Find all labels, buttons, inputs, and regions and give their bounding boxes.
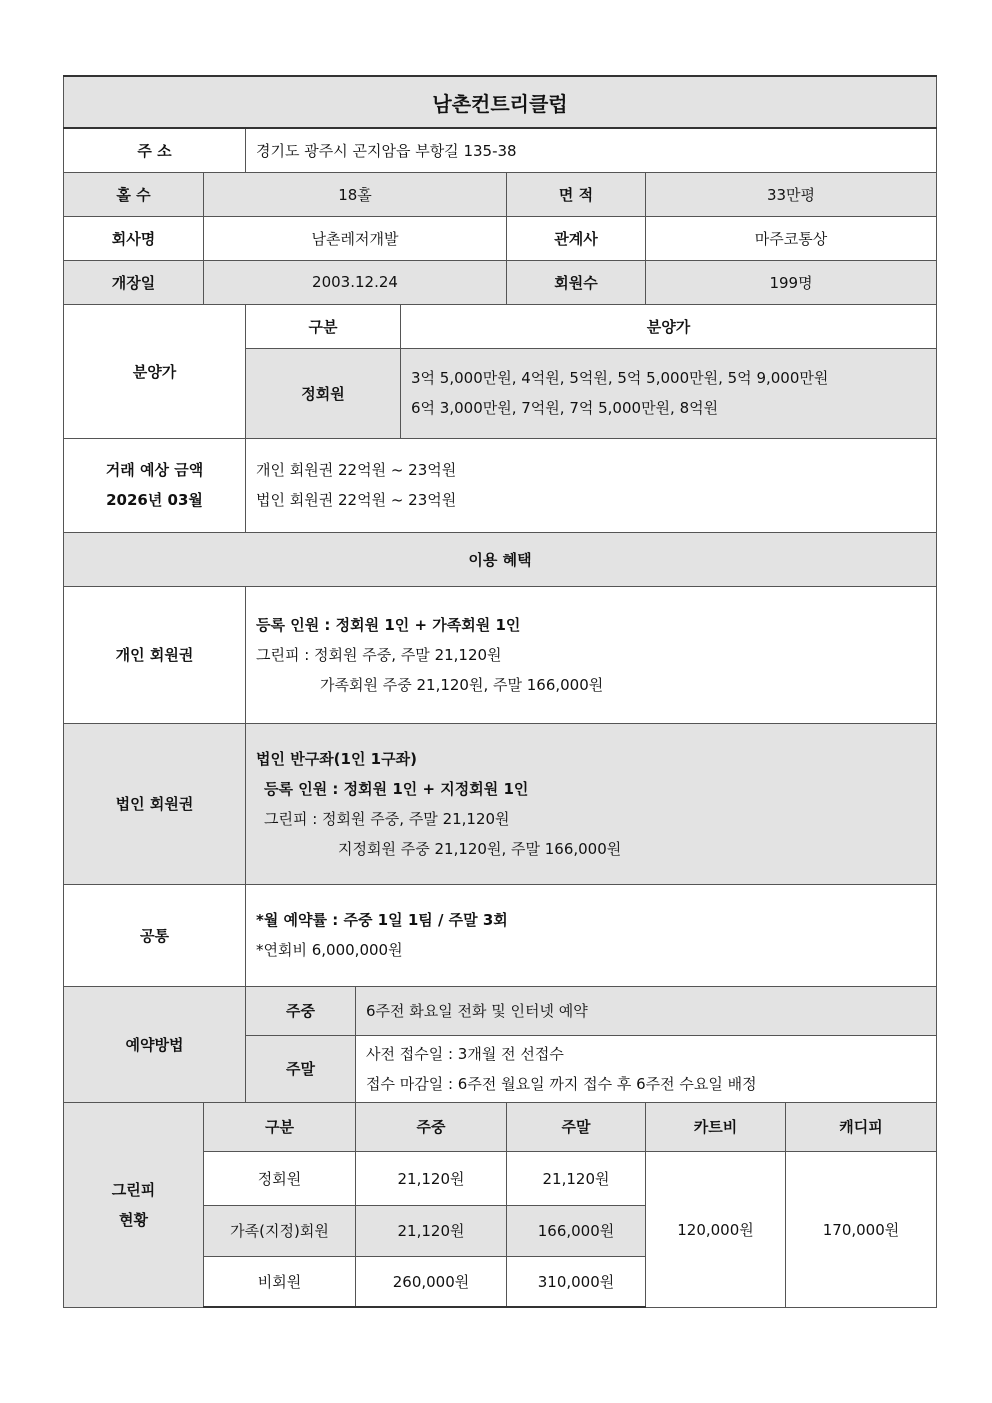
personal-line-3: 가족회원 주중 21,120원, 주말 166,000원 <box>320 675 604 694</box>
price-values <box>401 348 937 438</box>
greenfee-weekday: 21,120원 <box>356 1151 507 1205</box>
greenfee-weekend: 310,000원 <box>507 1256 646 1307</box>
affiliate-value: 마주코통상 <box>646 216 937 260</box>
price-line-2: 6억 3,000만원, 7억원, 7억 5,000만원, 8억원 <box>411 399 719 417</box>
members-label: 회원수 <box>507 260 646 304</box>
company-label: 회사명 <box>64 216 204 260</box>
common-values <box>246 884 937 986</box>
reservation-weekday-label: 주중 <box>246 986 356 1035</box>
greenfee-label-line-2: 현황 <box>119 1210 148 1229</box>
price-row-label: 정회원 <box>246 348 401 438</box>
common-line-1: *월 예약률 : 주중 1일 1팀 / 주말 3회 <box>256 911 508 929</box>
price-col-category: 구분 <box>246 304 401 348</box>
greenfee-label-line-1: 그린피 <box>111 1180 156 1199</box>
corporate-line-2: 등록 인원 : 정회원 1인 + 지정회원 1인 <box>264 779 529 798</box>
company-value: 남촌레저개발 <box>204 216 507 260</box>
trade-label <box>64 438 246 532</box>
greenfee-weekday: 260,000원 <box>356 1256 507 1307</box>
corporate-line-3: 그린피 : 정회원 주중, 주말 21,120원 <box>264 809 510 828</box>
corporate-label: 법인 회원권 <box>64 723 246 884</box>
corporate-line-1: 법인 반구좌(1인 1구좌) <box>256 749 417 768</box>
personal-line-1: 등록 인원 : 정회원 1인 + 가족회원 1인 <box>256 615 521 634</box>
info-table <box>63 75 937 1308</box>
reservation-weekend-line-2: 접수 마감일 : 6주전 월요일 까지 접수 후 6주전 수요일 배정 <box>366 1074 757 1093</box>
trade-label-line-2: 2026년 03월 <box>106 491 203 509</box>
price-label: 분양가 <box>64 304 246 438</box>
common-label: 공통 <box>64 884 246 986</box>
greenfee-caddie: 170,000원 <box>786 1151 937 1307</box>
personal-values <box>246 586 937 723</box>
personal-label: 개인 회원권 <box>64 586 246 723</box>
benefits-header: 이용 혜택 <box>64 532 937 586</box>
reservation-weekend-line-1: 사전 접수일 : 3개월 전 선접수 <box>366 1044 564 1063</box>
corporate-values <box>246 723 937 884</box>
address-value: 경기도 광주시 곤지암읍 부항길 135-38 <box>246 128 937 172</box>
reservation-weekend-values <box>356 1035 937 1102</box>
trade-line-1: 개인 회원권 22억원 ~ 23억원 <box>256 461 457 479</box>
greenfee-header-cart: 카트비 <box>646 1102 786 1151</box>
page-title: 남촌컨트리클럽 <box>64 76 937 128</box>
price-col-price: 분양가 <box>401 304 937 348</box>
reservation-weekday-value: 6주전 화요일 전화 및 인터넷 예약 <box>356 986 937 1035</box>
personal-line-2: 그린피 : 정회원 주중, 주말 21,120원 <box>256 645 502 664</box>
opening-value: 2003.12.24 <box>204 260 507 304</box>
reservation-label: 예약방법 <box>64 986 246 1102</box>
greenfee-cart: 120,000원 <box>646 1151 786 1307</box>
greenfee-type: 비회원 <box>204 1256 356 1307</box>
affiliate-label: 관계사 <box>507 216 646 260</box>
greenfee-type: 정회원 <box>204 1151 356 1205</box>
address-label: 주 소 <box>64 128 246 172</box>
greenfee-weekend: 166,000원 <box>507 1205 646 1256</box>
price-line-1: 3억 5,000만원, 4억원, 5억원, 5억 5,000만원, 5억 9,000만원 <box>411 369 829 387</box>
members-value: 199명 <box>646 260 937 304</box>
greenfee-weekend: 21,120원 <box>507 1151 646 1205</box>
greenfee-type: 가족(지정)회원 <box>204 1205 356 1256</box>
area-value: 33만평 <box>646 172 937 216</box>
trade-line-2: 법인 회원권 22억원 ~ 23억원 <box>256 491 457 509</box>
trade-label-line-1: 거래 예상 금액 <box>105 461 204 479</box>
golf-club-info-sheet <box>63 75 936 1308</box>
opening-label: 개장일 <box>64 260 204 304</box>
area-label: 면 적 <box>507 172 646 216</box>
greenfee-weekday: 21,120원 <box>356 1205 507 1256</box>
greenfee-header-type: 구분 <box>204 1102 356 1151</box>
greenfee-header-weekend: 주말 <box>507 1102 646 1151</box>
holes-value: 18홀 <box>204 172 507 216</box>
greenfee-header-weekday: 주중 <box>356 1102 507 1151</box>
corporate-line-4: 지정회원 주중 21,120원, 주말 166,000원 <box>338 839 622 858</box>
common-line-2: *연회비 6,000,000원 <box>256 941 403 959</box>
trade-values <box>246 438 937 532</box>
holes-label: 홀 수 <box>64 172 204 216</box>
greenfee-header-caddie: 캐디피 <box>786 1102 937 1151</box>
reservation-weekend-label: 주말 <box>246 1035 356 1102</box>
greenfee-label <box>64 1102 204 1307</box>
